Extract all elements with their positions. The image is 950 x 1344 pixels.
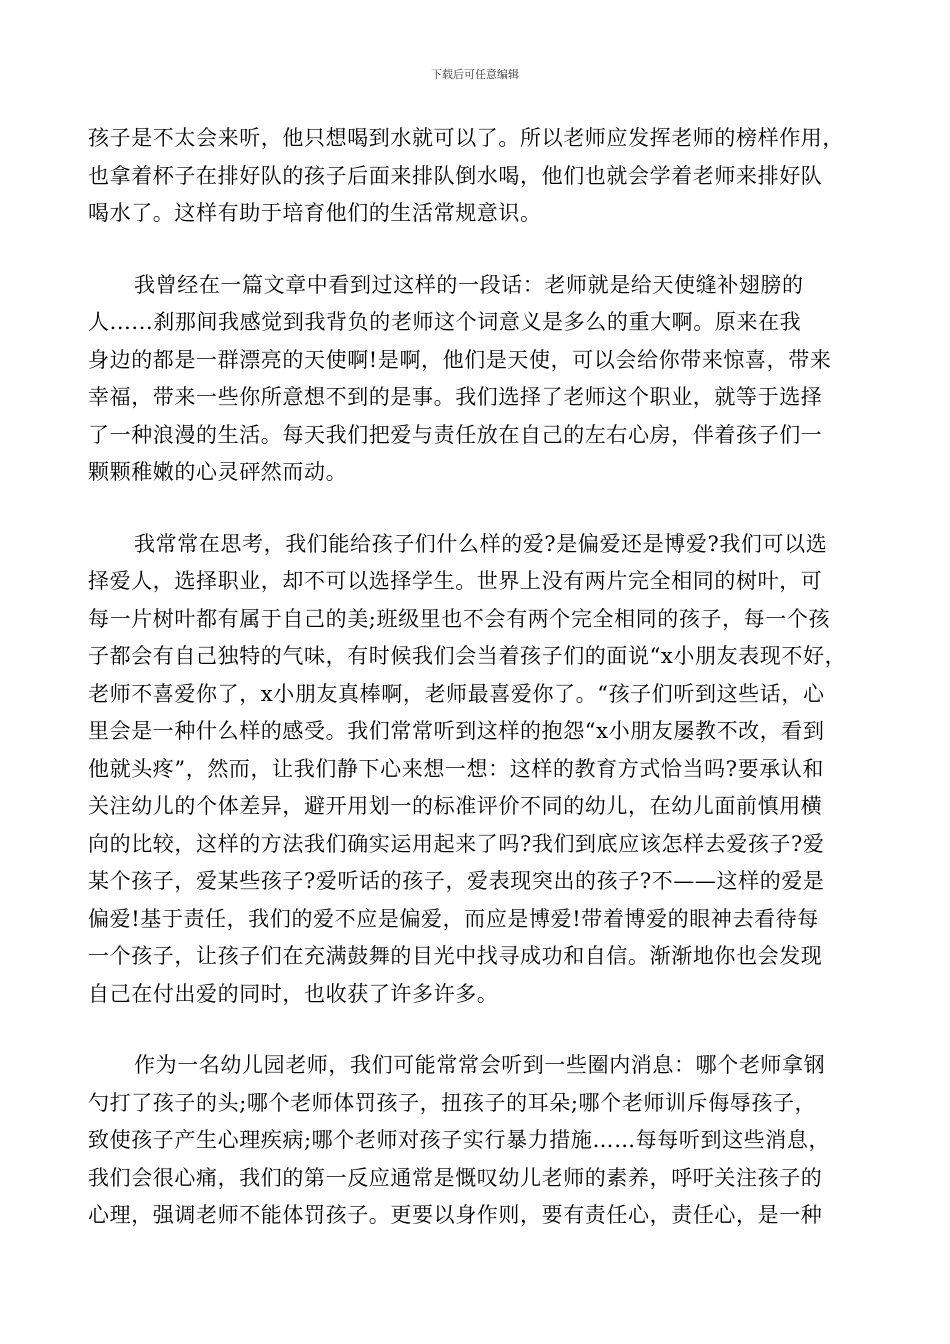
text-line: 里会是一种什么样的感受。我们常常听到这样的抱怨“x小朋友屡教不改，看到 — [88, 719, 825, 743]
paragraph-4 — [88, 1047, 878, 1235]
text-line: 偏爱!基于责任，我们的爱不应是偏爱，而应是博爱!带着博爱的眼神去看待每 — [88, 906, 819, 931]
text-line: 人......刹那间我感觉到我背负的老师这个词意义是多么的重大啊。原来在我 — [88, 310, 802, 334]
text-line: 自己在付出爱的同时，也收获了许多许多。 — [88, 981, 499, 1006]
text-line: 我们会很心痛，我们的第一反应通常是慨叹幼儿老师的素养，呼吁关注孩子的 — [88, 1165, 823, 1190]
text-line: 他就头疼”，然而，让我们静下心来想一想：这样的教育方式恰当吗?要承认和 — [88, 756, 824, 781]
document-body — [88, 120, 878, 1269]
text-line: 幸福，带来一些你所意想不到的是事。我们选择了老师这个职业，就等于选择 — [88, 385, 823, 409]
text-line: 一个孩子，让孩子们在充满鼓舞的目光中找寻成功和自信。渐渐地你也会发现 — [88, 944, 823, 968]
text-line: 颗颗稚嫩的心灵砰然而动。 — [88, 460, 348, 484]
text-line: 关注幼儿的个体差异，避开用划一的标准评价不同的幼儿，在幼儿面前慎用横 — [88, 794, 823, 818]
text-line: 每一片树叶都有属于自己的美;班级里也不会有两个完全相同的孩子，每一个孩 — [88, 606, 831, 631]
text-line: 身边的都是一群漂亮的天使啊!是啊，他们是天使，可以会给你带来惊喜，带来 — [88, 347, 832, 372]
text-line: 我常常在思考，我们能给孩子们什么样的爱?是偏爱还是博爱?我们可以选 — [134, 531, 828, 556]
text-line: 向的比较，这样的方法我们确实运用起来了吗?我们到底应该怎样去爱孩子?爱 — [88, 831, 825, 856]
text-line: 喝水了。这样有助于培育他们的生活常规意识。 — [88, 201, 542, 225]
page-header: 下载后可任意编辑 — [431, 68, 519, 81]
text-line: 某个孩子，爱某些孩子?爱听话的孩子，爱表现突出的孩子?不——这样的爱是 — [88, 869, 825, 893]
text-line: 了一种浪漫的生活。每天我们把爱与责任放在自己的左右心房，伴着孩子们一 — [88, 422, 823, 447]
paragraph-3 — [88, 526, 878, 1014]
text-line: 子都会有自己独特的气味，有时候我们会当着孩子们的面说“x小朋友表现不好， — [88, 644, 847, 668]
paragraph-1 — [88, 120, 878, 233]
text-line: 老师不喜爱你了，x小朋友真棒啊，老师最喜爱你了。“孩子们听到这些话，心 — [88, 681, 825, 706]
text-line: 择爱人，选择职业，却不可以选择学生。世界上没有两片完全相同的树叶，可 — [88, 569, 823, 593]
text-line: 作为一名幼儿园老师，我们可能常常会听到一些圈内消息：哪个老师拿钢 — [134, 1053, 826, 1077]
text-line: 心理，强调老师不能体罚孩子。更要以身作则，要有责任心，责任心，是一种 — [88, 1203, 823, 1227]
text-line: 致使孩子产生心理疾病;哪个老师对孩子实行暴力措施……每每听到这些消息， — [88, 1128, 831, 1152]
text-line: 孩子是不太会来听，他只想喝到水就可以了。所以老师应发挥老师的榜样作用， — [88, 126, 844, 150]
text-line: 也拿着杯子在排好队的孩子后面来排队倒水喝，他们也就会学着老师来排好队 — [88, 163, 823, 188]
paragraph-2 — [88, 267, 878, 492]
text-line: 勺打了孩子的头;哪个老师体罚孩子，扭孩子的耳朵;哪个老师训斥侮辱孩子， — [88, 1090, 817, 1115]
text-line: 我曾经在一篇文章中看到过这样的一段话：老师就是给天使缝补翅膀的 — [134, 272, 804, 297]
